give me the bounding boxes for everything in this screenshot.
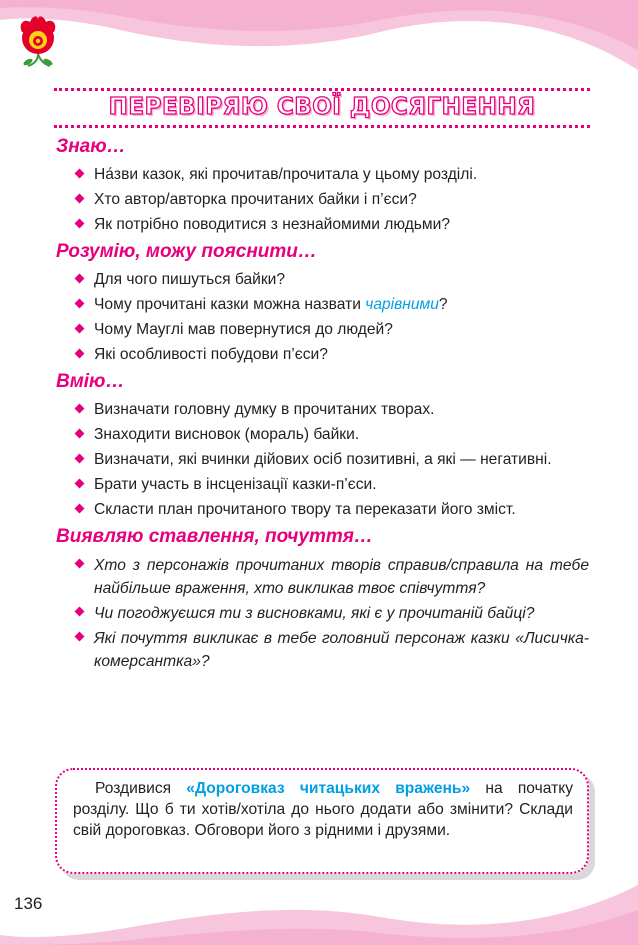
section-heading: Виявляю ставлення, почуття… xyxy=(56,526,373,547)
section-understand xyxy=(56,239,589,365)
diamond-bullet-icon xyxy=(75,274,85,284)
list-item: На́зви казок, які прочитав/прочитала у цьому розділі. xyxy=(56,164,589,185)
diamond-bullet-icon xyxy=(75,632,85,642)
diamond-bullet-icon xyxy=(75,219,85,229)
flower-icon xyxy=(14,14,62,68)
diamond-bullet-icon xyxy=(75,504,85,514)
list-item: Чому прочитані казки можна назвати чарівними? xyxy=(56,294,589,315)
list-item: Які почуття викликає в тебе головний персонаж казки «Лисичка-комерсантка»? xyxy=(56,627,589,673)
diamond-bullet-icon xyxy=(75,479,85,489)
list-item: Скласти план прочитаного твору та переказати його зміст. xyxy=(56,499,589,520)
list-item: Знаходити висновок (мораль) байки. xyxy=(56,424,589,445)
checklist-content xyxy=(56,134,589,677)
section-heading: Знаю… xyxy=(56,136,126,157)
diamond-bullet-icon xyxy=(75,349,85,359)
list-item: Для чого пишуться байки? xyxy=(56,269,589,290)
list-item: Чи погоджуєшся ти з висновками, які є у прочитаній байці? xyxy=(56,602,589,625)
guide-title: «Дороговказ читацьких вражень» xyxy=(186,780,471,797)
section-can xyxy=(56,369,589,520)
diamond-bullet-icon xyxy=(75,169,85,179)
task-box xyxy=(55,768,589,874)
list-item: Брати участь в інсценізації казки-п’єси. xyxy=(56,474,589,495)
list-item: Визначати, які вчинки дійових осіб позитивні, а які — негативні. xyxy=(56,449,589,470)
diamond-bullet-icon xyxy=(75,429,85,439)
diamond-bullet-icon xyxy=(75,299,85,309)
diamond-bullet-icon xyxy=(75,324,85,334)
list-item: Чому Мауглі мав повернутися до людей? xyxy=(56,319,589,340)
diamond-bullet-icon xyxy=(75,194,85,204)
section-attitude xyxy=(56,524,589,673)
section-know xyxy=(56,134,589,235)
page-number: 136 xyxy=(14,894,43,913)
page-title: ПЕРЕВІРЯЮ СВОЇ ДОСЯГНЕННЯ xyxy=(108,94,536,120)
diamond-bullet-icon xyxy=(75,404,85,414)
diamond-bullet-icon xyxy=(75,559,85,569)
list-item: Хто автор/авторка прочитаних байки і п’єси? xyxy=(56,189,589,210)
task-text: Роздивися «Дороговказ читацьких вражень» на початку розділу. Що б ти хотів/хотіла до нього додати або змінити? Склади свій дороговказ. Обговори його з рідними і друзями. xyxy=(73,780,574,839)
list-item: Визначати головну думку в прочитаних творах. xyxy=(56,399,589,420)
diamond-bullet-icon xyxy=(75,454,85,464)
top-wave-decoration xyxy=(0,0,638,90)
list-item: Хто з персонажів прочитаних творів справив/справила на тебе найбільше враження, хто викликав твоє співчуття? xyxy=(56,554,589,600)
list-item: Як потрібно поводитися з незнайомими людьми? xyxy=(56,214,589,235)
list-item: Які особливості побудови п’єси? xyxy=(56,344,589,365)
section-heading: Розумію, можу пояснити… xyxy=(56,241,317,262)
diamond-bullet-icon xyxy=(75,607,85,617)
title-dotted-divider xyxy=(54,125,590,128)
highlighted-word: чарівними xyxy=(365,296,439,313)
section-heading: Вмію… xyxy=(56,371,125,392)
top-dotted-divider xyxy=(54,88,590,91)
